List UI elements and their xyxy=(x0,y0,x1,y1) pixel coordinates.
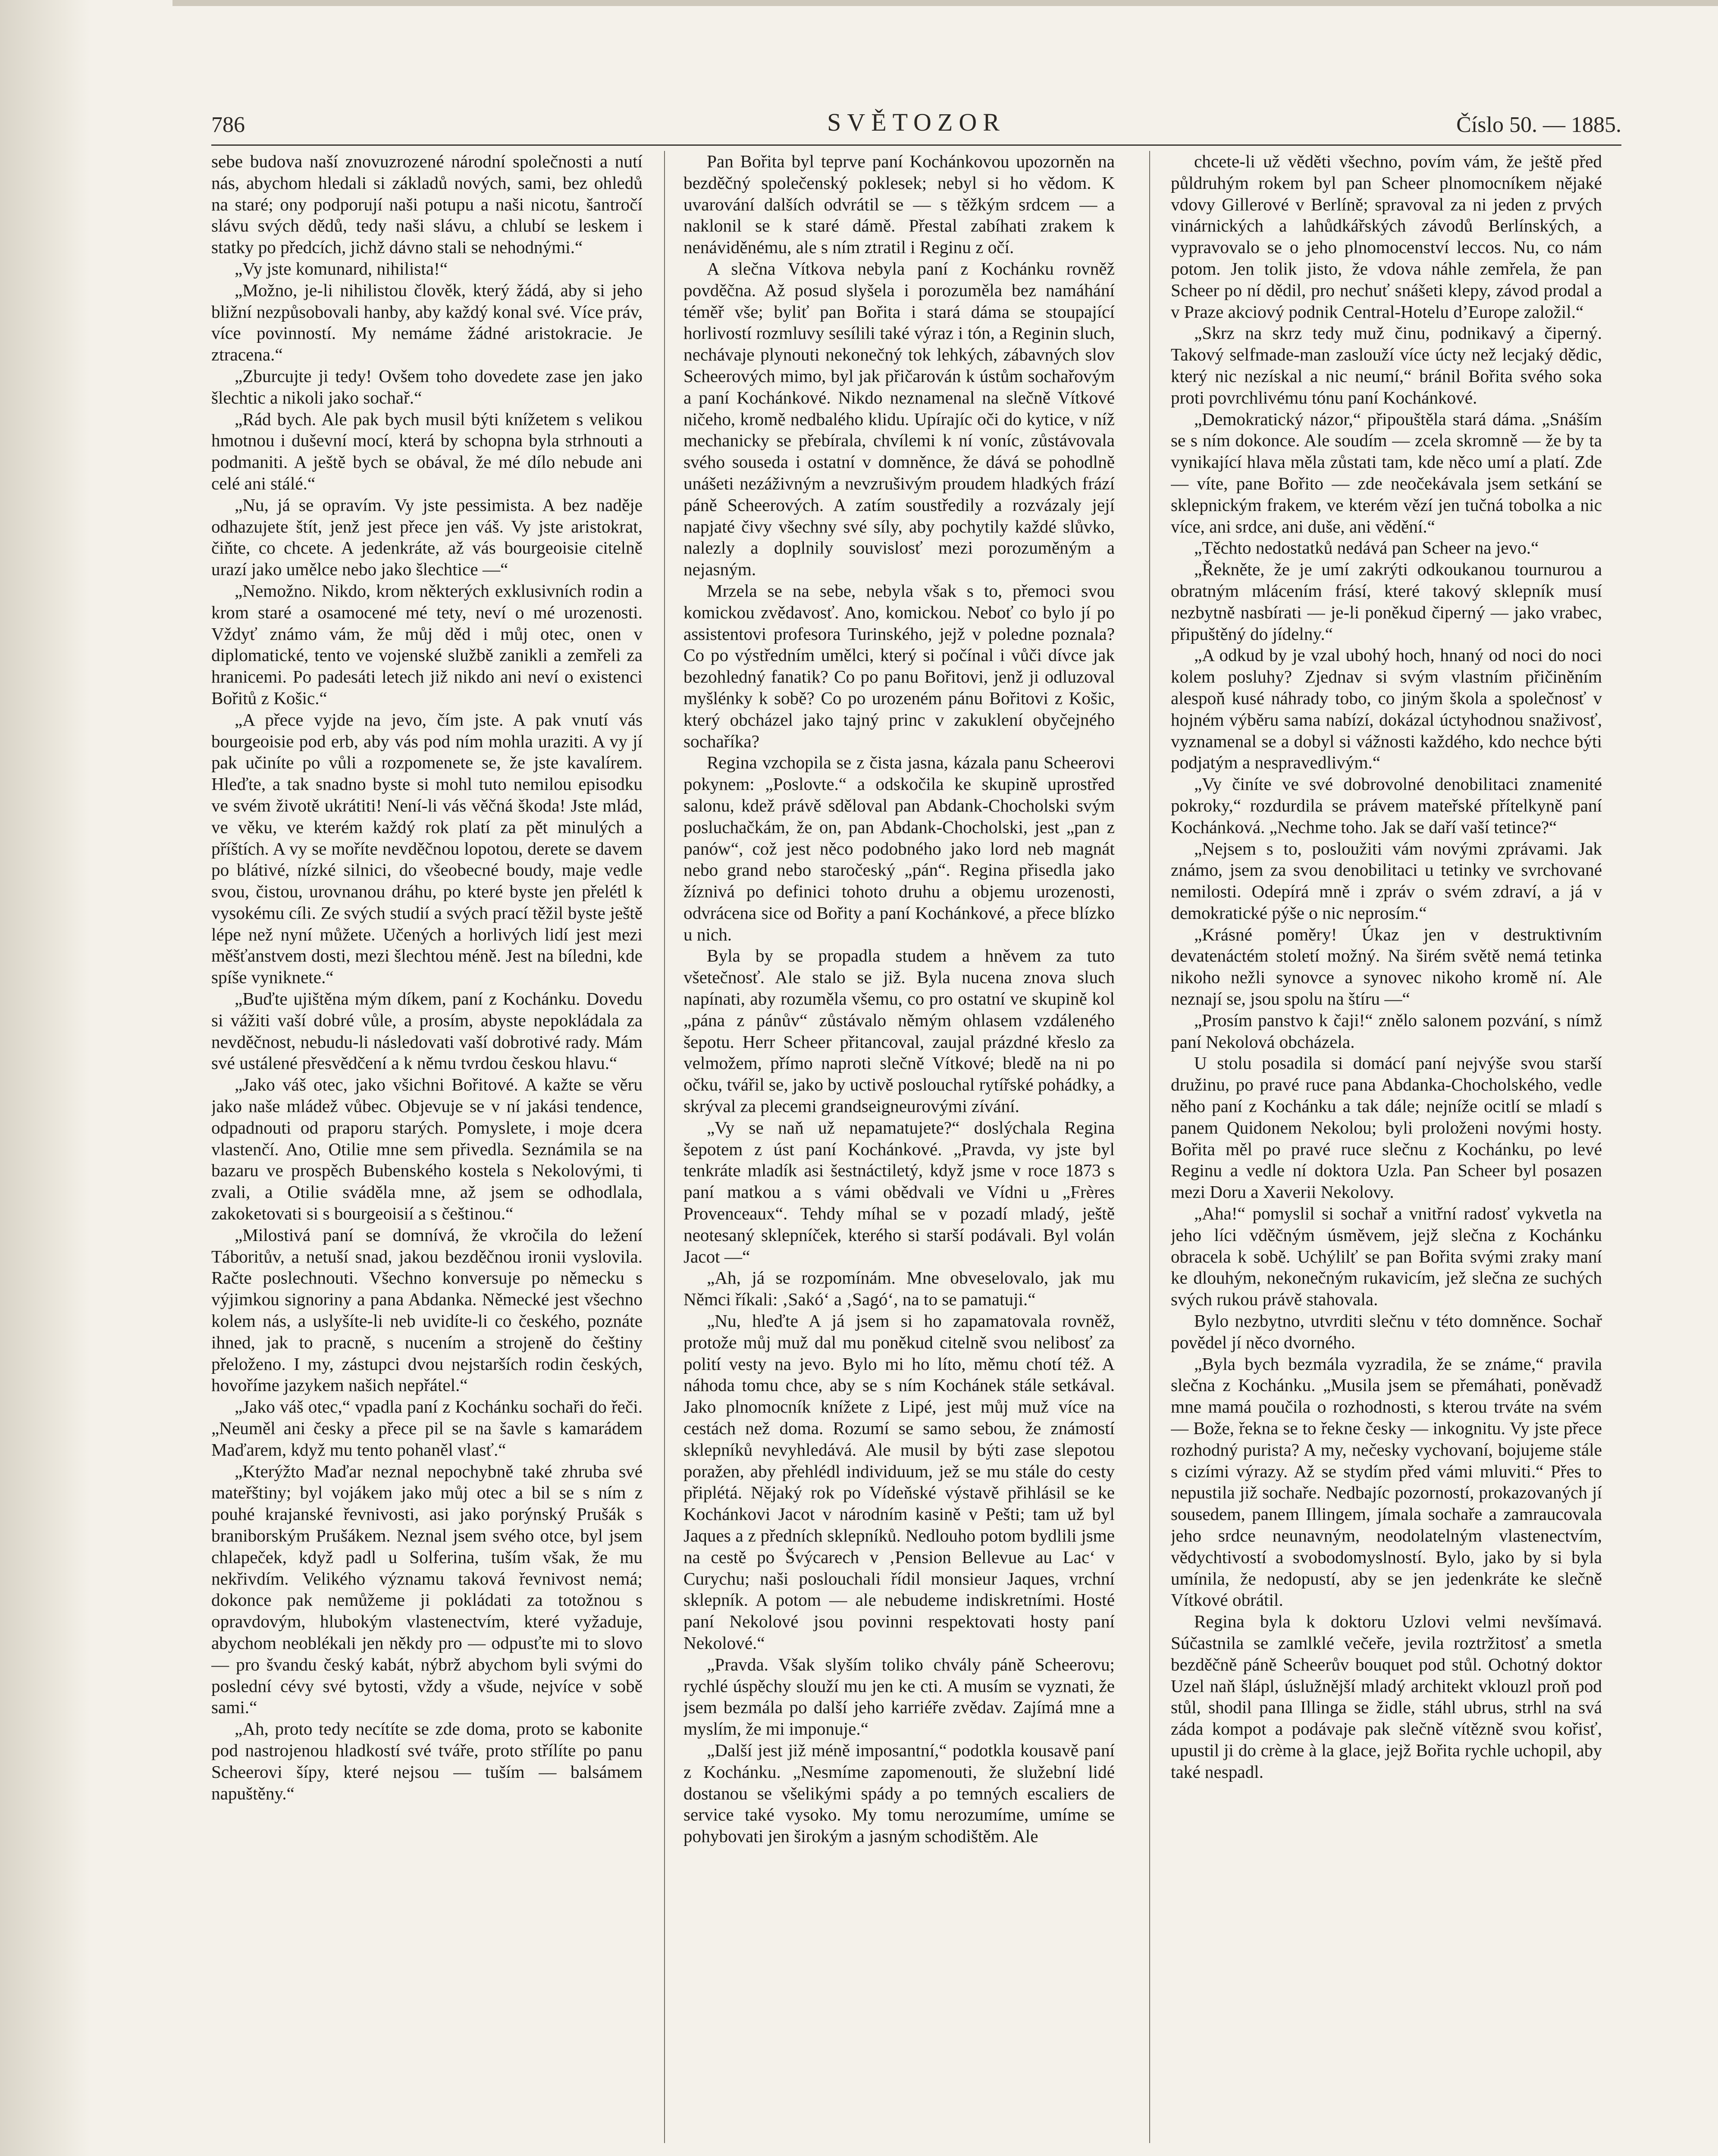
masthead: SVĚTOZOR xyxy=(827,108,1006,136)
text-column-2 xyxy=(683,151,1115,2156)
paragraph: Regina byla k doktoru Uzlovi velmi nevšímavá. Súčastnila se zamlklé večeře, jevila roztržitosť a smetla bezděčně páně Scheerův bouquet pod stůl. Ochotný doktor Uzel naň šlápl, úslužnější mladý architekt vklouzl proň pod stůl, shodil pana Illinga se židle, stáhl ubrus, strhl na svá záda kompot a podávaje pak slečně vítězně svou kořisť, upustil ji do crème à la glace, jejž Bořita rychle uchopil, aby také nespadl. xyxy=(1171,1611,1602,1782)
paragraph: „Milostivá paní se domnívá, že vkročila do ležení Táboritův, a netuší snad, jakou bezděčnou ironii vyslovila. Račte poslechnouti. Všechno konversuje po německu s výjimkou signoriny a pana Abdanka. Německé jest všechno kolem nás, a uslyšíte-li neb uvidíte-li co českého, poznáte ihned, jak to pracně, s nucením a strojeně do češtiny přeloženo. I my, zástupci dvou nejstarších rodin českých, hovoříme jazykem našich nepřátel.“ xyxy=(211,1225,643,1395)
paragraph: „Buďte ujištěna mým díkem, paní z Kochánku. Dovedu si vážiti vaší dobré vůle, a prosím, abyste nepokládala za nevděčnost, nebudu-li následovati vaší dobrotivé rady. Mám své ustálené přesvědčení a k němu tvrdou českou hlavu.“ xyxy=(211,989,643,1073)
text-column-3 xyxy=(1171,151,1602,2156)
paragraph: „Jako váš otec, jako všichni Bořitové. A kažte se věru jako naše mládež vůbec. Objevuje se v ní jakási tendence, odpadnouti od praporu starých. Pomyslete, i moje dcera vlastenčí. Ano, Otilie mne sem přivedla. Seznámila se na bazaru ve prospěch Bubenského kostela s Nekolovými, ti zvali, a Otilie sváděla mne, až jsem se odhodlala, zakoketovati si s bourgeoisií a s češtinou.“ xyxy=(211,1075,643,1224)
paragraph: A slečna Vítkova nebyla paní z Kochánku rovněž povděčna. Až posud slyšela i porozuměla bez namáhání téměř vše; byliť pan Bořita i stará dáma se stoupající horlivostí rozmluvy sesílili také výraz i tón, a Reginin sluch, nechávaje plynouti nekonečný tok lehkých, zábavných slov Scheerových mimo, byl jak přičarován k ústům sochařovým a paní Kochánkové. Nikdo neznamenal na slečně Vítkové ničeho, kromě nedbalého klidu. Upírajíc oči do kytice, v níž mechanicky se přebírala, chvílemi k ní voníc, zůstávovala svého souseda i ostatní v domněnce, že dává se pohodlně unášeti nezáživným a nevzrušivým proudem hladkých frází páně Scheerových. A zatím soustředily a rozvázaly její napjaté čivy všechny své síly, aby pochytily každé slůvko, nalezly a doplnily souvislosť mezi porozuměným a nejasným. xyxy=(683,258,1115,580)
paragraph: „Prosím panstvo k čaji!“ znělo salonem pozvání, s nímž paní Nekolová obcházela. xyxy=(1171,1010,1602,1052)
binding-shadow xyxy=(0,0,91,2156)
paragraph: „Aha!“ pomyslil si sochař a vnitřní radosť vykvetla na jeho líci vděčným úsměvem, jejž slečna z Kochánku obracela k sobě. Uchýlilť se pan Bořita svými zraky maní ke dlouhým, nekonečným rukavicím, jež slečna ze suchých svých rukou právě stahovala. xyxy=(1171,1203,1602,1310)
paragraph: Mrzela se na sebe, nebyla však s to, přemoci svou komickou zvědavosť. Ano, komickou. Neboť co bylo jí po assistentovi profesora Turinského, jejž v poledne poznala? Co po výstředním umělci, který si počínal i vůči dívce jak bezohledný fanatik? Co po panu Bořitovi, jenž ji odluzoval myšlénky k sobě? Co po urozeném pánu Bořitovi z Košic, který obcházel jako tajný princ v zakuklení obyčejného sochaříka? xyxy=(683,580,1115,751)
paragraph: „Vy jste komunard, nihilista!“ xyxy=(235,258,448,279)
paragraph: „Skrz na skrz tedy muž činu, podnikavý a čiperný. Takový selfmade-man zaslouží více úcty než lecjaký dědic, který nic nezískal a nic neumí,“ bránil Bořita svého soka proti povrchlivému tónu paní Kochánkové. xyxy=(1171,323,1602,407)
paragraph: sebe budova naší znovuzrozené národní společnosti a nutí nás, abychom hledali si základů nových, sami, bez ohledů na staré; ony podporují naši potupu a naši nicotu, šantročí slávu svých dědů, tedy naši slávu, a chlubí se leskem i statky po předcích, jichž dávno stali se nehodnými.“ xyxy=(211,151,643,257)
paragraph: „Další jest již méně imposantní,“ podotkla kousavě paní z Kochánku. „Nesmíme zapomenouti, že služební lidé dostanou se všelikými spády a po temných escaliers de service také vysoko. My tomu nerozumíme, umíme se pohybovati jen širokým a jasným schodištěm. Ale xyxy=(683,1740,1115,1846)
paragraph: chcete-li už věděti všechno, povím vám, že ještě před půldruhým rokem byl pan Scheer plnomocníkem nějaké vdovy Gillerové v Berlíně; spravoval za ni jeden z prvých vinárnických a lahůdkářských závodů Berlínských, a vypravovalo se o jeho plnomocenství leccos. Nu, co nám potom. Jen tolik jisto, že vdova náhle zemřela, že pan Scheer po ní dědil, pro nechuť snášeti klepy, závod prodal a v Praze akciový podnik Central-Hotelu d’Europe založil.“ xyxy=(1171,151,1602,322)
paragraph: „Možno, je-li nihilistou člověk, který žádá, aby si jeho bližní nezpůsobovali hanby, aby každý konal své. Více práv, více povinností. My nemáme žádné aristokracie. Je ztracena.“ xyxy=(211,280,643,365)
running-header xyxy=(211,108,1621,142)
paragraph: „A přece vyjde na jevo, čím jste. A pak vnutí vás bourgeoisie pod erb, aby vás pod ním mohla uraziti. A vy jí pak učiníte po vůli a rozpomenete se, že jste kavalírem. Hleďte, a tak snadno byste si mohl tuto nemilou episodku ve svém životě ukrátiti! Není-li vás věčná škoda! Jste mlád, ve věku, ve kterém každý rok platí za pět minulých a příštích. A vy se moříte nevděčnou lopotou, derete se davem po blátivé, nízké silnici, do všeobecné boudy, maje vedle svou, čistou, urovnanou dráhu, po které byste jen přelétl k vysokému cíli. Ze svých studií a svých prací těžil byste ještě lépe než nyní můžete. Učených a horlivých lidí jest mezi měšťanstvem dosti, mezi šlechtou méně. Jest na bíledni, kde spíše vyniknete.“ xyxy=(211,709,643,987)
paragraph: „Ah, proto tedy necítíte se zde doma, proto se kabonite pod nastrojenou hladkostí své tváře, proto střílíte po panu Scheerovi šípy, které nejsou — tuším — balsámem napuštěny.“ xyxy=(211,1719,643,1803)
page-top-edge xyxy=(172,0,1718,6)
page-number: 786 xyxy=(211,113,245,137)
paragraph: „Těchto nedostatků nedává pan Scheer na jevo.“ xyxy=(1194,538,1539,558)
paragraph: „Vy se naň už nepamatujete?“ doslýchala Regina šepotem z úst paní Kochánkové. „Pravda, vy jste byl tenkráte mladík asi šestnáctiletý, když jsme v roce 1873 s paní matkou a s vámi obědvali ve Vídni u „Frères Provenceaux“. Tehdy míhal se v pozadí mladý, ještě neotesaný sklepníček, kterého si starší podávali. Byl volán Jacot —“ xyxy=(683,1117,1115,1266)
issue-number: Číslo 50. — 1885. xyxy=(1456,113,1621,137)
paragraph: „Rád bych. Ale pak bych musil býti knížetem s velikou hmotnou i duševní mocí, která by schopna byla strhnouti a podmaniti. A ještě bych se obával, že mé dílo nebude ani celé ani stálé.“ xyxy=(211,409,643,493)
paragraph: „Pravda. Však slyším toliko chvály páně Scheerovu; rychlé úspěchy slouží mu jen ke cti. A musím se vyznati, že jsem bezmála po další jeho karriéře zvědav. Zajímá mne a myslím, že mi imponuje.“ xyxy=(683,1654,1115,1739)
text-column-1 xyxy=(211,151,643,2156)
paragraph: Regina vzchopila se z čista jasna, kázala panu Scheerovi pokynem: „Poslovte.“ a odskočila ke skupině uprostřed salonu, kdež právě sděloval pan Abdank-Chocholski svým posluchačkám, že on, pan Abdank-Chocholski, jest „pan z panów“, což jest něco podobného jako lord neb magnát nebo grand nebo staročeský „pán“. Regina přisedla jako žíznivá po definici tohoto druhu a objemu urozenosti, odvrácena sice od Bořity a paní Kochánkové, a přece blízko u nich. xyxy=(683,752,1115,944)
paragraph: „Zburcujte ji tedy! Ovšem toho dovedete zase jen jako šlechtic a nikoli jako sochař.“ xyxy=(211,366,643,407)
paragraph: „A odkud by je vzal ubohý hoch, hnaný od noci do noci kolem posluhy? Zjednav si svým vlastním přičiněním alespoň kusé náhrady tobo, co jiným škola a společnosť v hojném výběru sama nabízí, dokázal úctyhodnou snaživosť, vyznamenal se a dobyl si vážnosti každého, kdo nechce býti podjatým a nespravedlivým.“ xyxy=(1171,645,1602,773)
paragraph: „Krásné poměry! Úkaz jen v destruktivním devatenáctém století možný. Na širém světě nemá tetinka nikoho nežli synovce a synovec nikoho kromě ní. Ale neznají se, jsou spolu na štíru —“ xyxy=(1171,924,1602,1009)
paragraph: „Řekněte, že je umí zakrýti odkoukanou tournurou a obratným mlácením frásí, které takový sklepník musí nezbytně nasbírati — je-li poněkud čiperný — jako vrabec, připuštěný do jídelny.“ xyxy=(1171,559,1602,644)
paragraph: „Vy činíte ve své dobrovolné denobilitaci znamenité pokroky,“ rozdurdila se právem mateřské přítelkyně paní Kochánková. „Nechme toho. Jak se daří vaší tetince?“ xyxy=(1171,774,1602,837)
paragraph: „Demokratický názor,“ připouštěla stará dáma. „Snáším se s ním dokonce. Ale soudím — zcela skromně — že by ta vynikající hlava měla zůstati tam, kde něco umí a platí. Zde — víte, pane Bořito — zde neočekávala jsem setkání se sklepnickým frakem, ve kterém vězí jen tučná tobolka a nic více, ani srdce, ani duše, ani vědění.“ xyxy=(1171,409,1602,536)
paragraph: Byla by se propadla studem a hněvem za tuto všetečnosť. Ale stalo se již. Byla nucena znova sluch napínati, aby rozuměla všemu, co pro ostatní ve skupině kol „pána z pánův“ zůstávalo němým ohlasem vzdáleného šepotu. Herr Scheer přitancoval, zaujal prázdné křeslo za velmožem, přímo naproti slečně Vítkové; bledě na ni po očku, tvářil se, jako by uctivě poslouchal rytířské pohádky, a skrýval za plecemi grandseigneurovými zívání. xyxy=(683,946,1115,1116)
paragraph: „Nemožno. Nikdo, krom některých exklusivních rodin a krom staré a osamocené mé tety, neví o mé urozenosti. Vždyť známo vám, že můj děd i můj otec, onen v diplomatické, tento ve vojenské službě zanikli a zemřeli za hranicemi. Po padesáti letech již nikdo ani neví o existenci Bořitů z Košic.“ xyxy=(211,580,643,708)
paragraph: „Jako váš otec,“ vpadla paní z Kochánku sochaři do řeči. „Neuměl ani česky a přece pil se na šavle s kamarádem Maďarem, když mu tento pohaněl vlasť.“ xyxy=(211,1397,643,1460)
paragraph: „Nejsem s to, posloužiti vám novými zprávami. Jak známo, jsem za svou denobilitaci u tetinky ve svrchované nemilosti. Odepírá mně i zpráv o svém zdraví, a já v demokratické pýše o nic neprosím.“ xyxy=(1171,838,1602,923)
paragraph: „Nu, já se opravím. Vy jste pessimista. A bez naděje odhazujete štít, jenž jest přece jen váš. Vy jste aristokrat, čiňte, co chcete. A jedenkráte, až vás bourgeoisie citelně urazí jako umělce nebo jako šlechtice —“ xyxy=(211,495,643,580)
paragraph: Bylo nezbytno, utvrditi slečnu v této domněnce. Sochař povědel jí něco dvorného. xyxy=(1171,1311,1602,1352)
paragraph: „Ah, já se rozpomínám. Mne obveselovalo, jak mu Němci říkali: ‚Sakó‘ a ‚Sagó‘, na to se pamatuji.“ xyxy=(683,1268,1115,1310)
paragraph: „Nu, hleďte A já jsem si ho zapamatovala rovněž, protože můj muž dal mu poněkud citelně svou nelibosť za polití vesty na jevo. Bylo mi ho líto, měmu chotí též. A náhoda tomu chce, aby se s ním Kochánek stále setkával. Jako plnomocník knížete z Lipé, jest můj muž více na cestách než doma. Rozumí se samo sebou, že známostí sklepníků nevyhledává. Ale musil by býti zase slepotou poražen, aby přehlédl individuum, jež se mu stále do cesty připlétá. Nějaký rok po Vídeňské výstavě přihlásil se ke Kochánkovi Jacot v národním kasině v Pešti; tam už byl Jaques a z předních sklepníků. Nedlouho potom bydlili jsme na cestě po Švýcarech v ‚Pension Bellevue au Lac‘ v Curychu; naši poslouchali řídil monsieur Jaques, vrchní sklepník. A potom — ale nebudeme indiskretními. Hosté paní Nekolové jsou povinni respektovati hosty paní Nekolové.“ xyxy=(683,1311,1115,1653)
paragraph: U stolu posadila si domácí paní nejvýše svou starší družinu, po pravé ruce pana Abdanka-Chocholského, vedle něho paní z Kochánku a tak dále; nejníže ocitlí se mladí s panem Quidonem Nekolou; byli proloženi novými hosty. Bořita měl po pravé ruce slečnu z Kochánku, po levé Reginu a vedle ní doktora Uzla. Pan Scheer byl posazen mezi Doru a Xaverii Nekolovy. xyxy=(1171,1053,1602,1202)
header-rule xyxy=(211,144,1621,146)
paragraph: Pan Bořita byl teprve paní Kochánkovou upozorněn na bezděčný společenský poklesek; nebyl si ho vědom. K uvarování dalších odvrátil se — s těžkým srdcem — a naklonil se k staré dámě. Přestal zabíhati zrakem k nenáviděnému, ale s ním ztratil i Reginu z očí. xyxy=(683,151,1115,257)
column-divider xyxy=(1149,151,1150,2143)
paragraph: „Kterýžto Maďar neznal nepochybně také zhruba své mateřštiny; byl vojákem jako můj otec a bil se s ním z pouhé krajanské řevnivosti, asi jako porýnský Prušák s braniborským Prušákem. Neznal jsem svého otce, byl jsem chlapeček, když padl u Solferina, tuším však, že mu nekřivdím. Velikého významu taková řevnivost nemá; dokonce pak nemůžeme ji pokládati za totožnou s opravdovým, hlubokým vlastenectvím, které vyžaduje, abychom neoblékali jen někdy pro — odpusťte mi to slovo — pro švandu český kabát, nýbrž abychom byli svými do poslední cévy své bytosti, vždy a všude, nejvíce v sobě sami.“ xyxy=(211,1461,643,1717)
column-divider xyxy=(664,151,665,2143)
paragraph: „Byla bych bezmála vyzradila, že se známe,“ pravila slečna z Kochánku. „Musila jsem se přemáhati, poněvadž mne mamá poučila o rozhodnosti, s kterou trváte na svém — Bože, řekna se to řekne česky — inkognitu. Vy jste přece rozhodný purista? A my, nečesky vychovaní, bojujeme stále s cizími výrazy. Až se stydím před vámi mluviti.“ Přes to nepustila již sochaře. Nedbajíc pozorností, prokazovaných jí sousedem, panem Illingem, jímala sochaře a zamraucovala jeho srdce neunavným, neodolatelným vlastenectvím, vědychtivostí a svobodomyslností. Bylo, jako by si byla umínila, že nedopustí, aby se jen jedenkráte ke slečně Vítkové obrátil. xyxy=(1171,1354,1602,1610)
